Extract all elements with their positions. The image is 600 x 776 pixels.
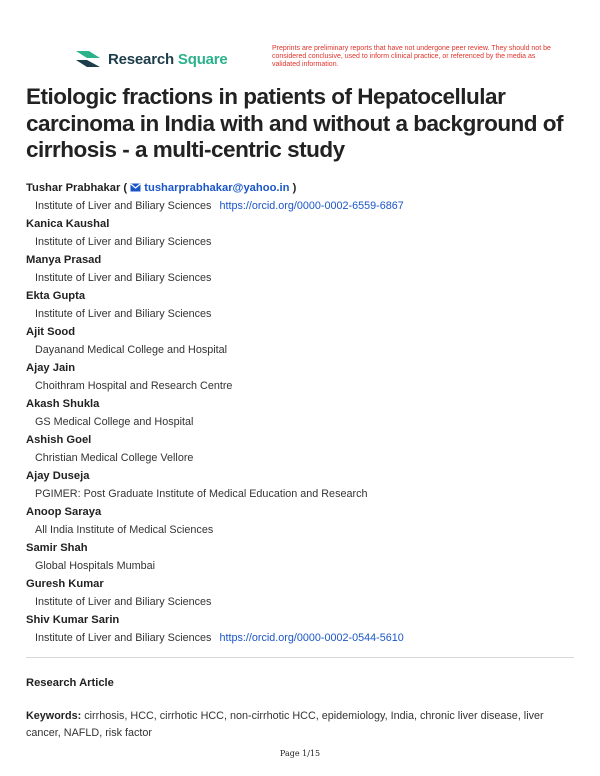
- page-number: Page 1/15: [279, 749, 321, 758]
- keywords-label: Keywords:: [26, 710, 82, 722]
- author-entry: [26, 253, 576, 289]
- author-affiliation: All India Institute of Medical Sciences: [35, 523, 214, 536]
- orcid-link[interactable]: https://orcid.org/0000-0002-0544-5610: [219, 631, 404, 644]
- logo-word-research: Research: [108, 50, 174, 68]
- author-affiliation: Christian Medical College Vellore: [35, 451, 194, 464]
- author-entry: [26, 613, 576, 649]
- author-name: Guresh Kumar: [26, 578, 104, 590]
- author-name: Samir Shah: [26, 542, 88, 554]
- author-entry: [26, 325, 576, 361]
- keywords: [26, 708, 576, 742]
- author-name: Manya Prasad: [26, 254, 102, 266]
- author-affiliation: Institute of Liver and Biliary Sciences: [35, 271, 212, 284]
- author-name: Shiv Kumar Sarin: [26, 614, 120, 626]
- author-entry: [26, 505, 576, 541]
- paper-title: Etiologic fractions in patients of Hepatocellular carcinoma in India with and without a background of cirrhosis - a multi-centric study: [26, 84, 564, 162]
- author-affiliation: Institute of Liver and Biliary Sciences: [35, 235, 212, 248]
- author-entry: [26, 361, 576, 397]
- research-square-logo-icon: [74, 47, 102, 71]
- article-type: Research Article: [26, 677, 114, 689]
- author-affiliation: Institute of Liver and Biliary Sciences: [35, 595, 212, 608]
- logo-wordmark: [108, 51, 228, 68]
- author-list: [26, 181, 576, 649]
- email-group: ( tusharprabhakar@yahoo.in ): [123, 182, 297, 194]
- author-name: Kanica Kaushal: [26, 218, 110, 230]
- keywords-text: cirrhosis, HCC, cirrhotic HCC, non-cirrhotic HCC, epidemiology, India, chronic liver disease, liver cancer, NAFLD, risk factor: [26, 710, 544, 739]
- page-header: [0, 0, 600, 80]
- author-affiliation: PGIMER: Post Graduate Institute of Medical Education and Research: [35, 487, 368, 500]
- author-name: Tushar Prabhakar: [26, 182, 121, 194]
- author-name: Ajit Sood: [26, 326, 76, 338]
- author-entry: [26, 433, 576, 469]
- author-name: Anoop Saraya: [26, 506, 102, 518]
- author-affiliation: Institute of Liver and Biliary Sciences: [35, 631, 212, 644]
- author-entry: [26, 541, 576, 577]
- logo-word-square: Square: [177, 50, 228, 68]
- author-entry: [26, 181, 576, 217]
- author-affiliation: Institute of Liver and Biliary Sciences: [35, 199, 212, 212]
- author-entry: [26, 397, 576, 433]
- preprint-disclaimer: Preprints are preliminary reports that have not undergone peer review. They should not be considered conclusive, used to inform clinical practice, or referenced by the media as validated information.: [272, 45, 551, 69]
- author-email-link[interactable]: [130, 182, 289, 194]
- author-name: Ajay Jain: [26, 362, 76, 374]
- author-affiliation: GS Medical College and Hospital: [35, 415, 194, 428]
- envelope-icon: [130, 183, 141, 192]
- author-name: Ajay Duseja: [26, 470, 90, 482]
- author-entry: [26, 469, 576, 505]
- author-affiliation: Choithram Hospital and Research Centre: [35, 379, 233, 392]
- author-affiliation: Global Hospitals Mumbai: [35, 559, 156, 572]
- research-square-logo[interactable]: [74, 47, 228, 71]
- author-email: tusharprabhakar@yahoo.in: [144, 182, 290, 194]
- author-entry: [26, 289, 576, 325]
- author-affiliation: Institute of Liver and Biliary Sciences: [35, 307, 212, 320]
- orcid-link[interactable]: https://orcid.org/0000-0002-6559-6867: [219, 199, 404, 212]
- author-name: Akash Shukla: [26, 398, 100, 410]
- author-affiliation: Dayanand Medical College and Hospital: [35, 343, 228, 356]
- author-entry: [26, 217, 576, 253]
- section-divider: [26, 657, 574, 658]
- author-name: Ekta Gupta: [26, 290, 86, 302]
- author-entry: [26, 577, 576, 613]
- author-name: Ashish Goel: [26, 434, 92, 446]
